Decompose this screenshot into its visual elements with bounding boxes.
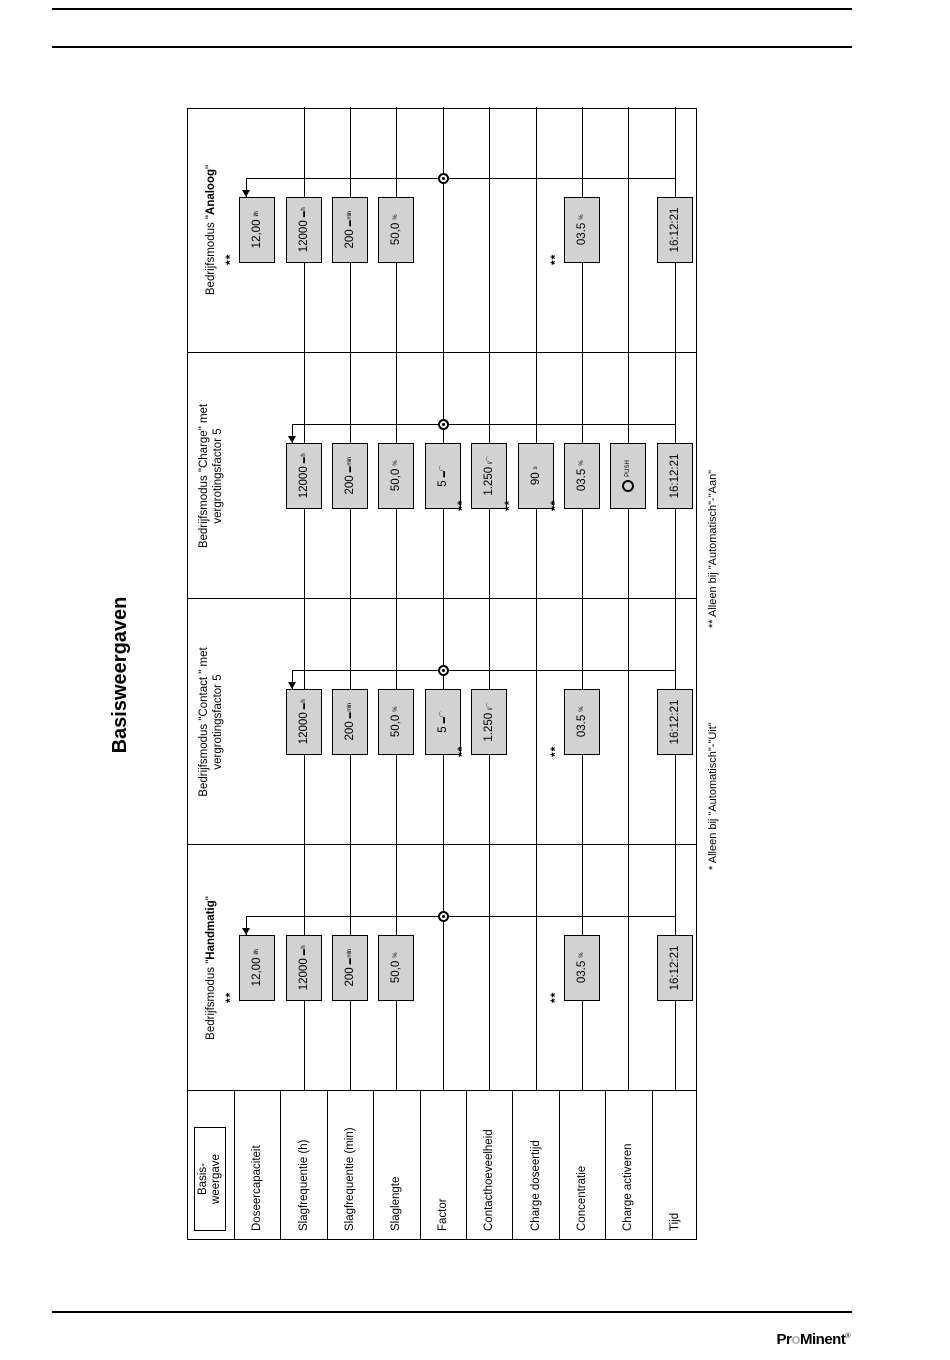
display-value-box (564, 443, 600, 509)
unit-symbol: ▬ min (347, 211, 353, 227)
loop-line (246, 916, 258, 917)
connector-wire (536, 107, 537, 353)
display-value-box (286, 443, 322, 509)
display-value-box (564, 935, 600, 1001)
loop-arrow-icon (288, 682, 296, 689)
header-label (194, 1127, 226, 1231)
display-value: 50,0 (390, 468, 403, 492)
unit-symbol: % (579, 952, 585, 958)
unit-symbol: ▬/⌒ (441, 711, 448, 724)
display-value: 16:12:21 (668, 207, 681, 253)
page-title: Basisweergaven (109, 596, 131, 754)
loop-key-icon (438, 665, 449, 676)
display-value-box (564, 689, 600, 755)
footnotes (707, 100, 723, 1250)
display-value-box (378, 689, 414, 755)
automatic-footnote-marker: ** (548, 499, 562, 511)
unit-symbol: l/h (254, 949, 261, 955)
connector-wire (628, 845, 629, 1091)
automatic-footnote-marker: ** (548, 253, 562, 265)
display-value-box (332, 935, 368, 1001)
display-value: 12000 (297, 958, 310, 991)
row-label: Concentratie (575, 1165, 588, 1231)
display-value-box (657, 197, 693, 263)
display-value: 200 (344, 475, 356, 495)
push-label: PUSH (625, 460, 632, 477)
connector-wire (628, 107, 629, 353)
automatic-footnote-marker: ** (501, 499, 516, 511)
footnote-two-star: ** Alleen bij "Automatisch"-"Aan" (707, 469, 719, 628)
loop-line (257, 916, 675, 917)
top-rule-2 (52, 46, 852, 48)
connector-wire (628, 599, 629, 845)
automatic-footnote-marker: ** (548, 745, 562, 757)
unit-symbol: % (579, 460, 585, 466)
mode-header: Bedrijfsmodus "Analoog" (205, 164, 217, 296)
unit-symbol: % (393, 706, 400, 712)
display-value: 12000 (297, 712, 310, 745)
unit-symbol: ▬ h (300, 699, 307, 710)
loop-line (675, 179, 676, 197)
loop-line (257, 178, 675, 179)
connector-wire (443, 845, 444, 1091)
display-value-box (657, 689, 693, 755)
unit-symbol: ▬/⌒ (441, 465, 448, 478)
unit-symbol: l/⌒ (487, 702, 494, 710)
row-label: Charge doseertijd (529, 1140, 542, 1231)
footnote-one-star: * Alleen bij "Automatisch"-"Uit" (707, 722, 719, 870)
bottom-rule (52, 1311, 852, 1313)
unit-symbol: % (579, 214, 585, 220)
row-label: Charge activeren (622, 1143, 635, 1231)
header-label-line2: weergave (210, 1154, 222, 1204)
display-value: 12,00 (251, 219, 264, 249)
display-value-box (378, 443, 414, 509)
display-value-box (239, 935, 275, 1001)
display-value: 200 (344, 721, 356, 741)
display-value-box (332, 689, 368, 755)
unit-symbol: ▬ min (347, 949, 353, 965)
display-value: 200 (344, 967, 356, 987)
loop-key-icon (438, 419, 449, 430)
unit-symbol: % (393, 952, 400, 958)
loop-line (292, 670, 304, 671)
display-value: 03.5 (576, 468, 588, 492)
connector-wire (489, 107, 490, 353)
automatic-footnote-marker: ** (223, 253, 238, 265)
loop-key-icon (438, 173, 449, 184)
loop-key-icon (438, 911, 449, 922)
loop-line (675, 671, 676, 689)
unit-symbol: % (393, 460, 400, 466)
display-value: 12,00 (251, 957, 264, 987)
row-label: Slagfrequentie (h) (297, 1139, 310, 1231)
unit-symbol: % (579, 706, 585, 712)
mode-header: Bedrijfsmodus "Contact " met vergrotingsfactor 5 (198, 647, 224, 797)
unit-symbol: ▬ h (300, 453, 307, 464)
unit-symbol: ▬ h (300, 945, 307, 956)
connector-wire (443, 107, 444, 353)
row-label: Contacthoeveelheid (483, 1129, 496, 1231)
loop-line (246, 178, 258, 179)
display-value-box (286, 197, 322, 263)
display-value-box (239, 197, 275, 263)
display-value-box (332, 443, 368, 509)
display-value: 1.250 (483, 712, 496, 742)
mode-header: Bedrijfsmodus "Charge" met vergrotingsfactor 5 (198, 403, 224, 549)
row-label: Slagfrequentie (min) (343, 1127, 356, 1231)
rotated-diagram (95, 100, 870, 1250)
display-value-box (564, 197, 600, 263)
display-value: 1.250 (483, 466, 496, 496)
display-value: 50,0 (390, 222, 403, 246)
display-value-box (332, 197, 368, 263)
loop-line (304, 424, 675, 425)
unit-symbol: ▬ min (347, 703, 353, 719)
display-value: 03.5 (576, 960, 588, 984)
display-value: 16:12:21 (668, 453, 681, 499)
display-value-box (657, 443, 693, 509)
unit-symbol: l/h (254, 211, 261, 217)
display-value-box (286, 935, 322, 1001)
display-value: 12000 (297, 220, 310, 253)
connector-wire (489, 845, 490, 1091)
loop-arrow-icon (288, 436, 296, 443)
connector-wire (536, 845, 537, 1091)
display-value: 16:12:21 (668, 945, 681, 991)
row-label: Factor (436, 1198, 449, 1231)
display-value: 5 (436, 480, 449, 487)
loop-line (675, 425, 676, 443)
header-label-line1: Basis- (197, 1163, 209, 1195)
display-value-box (657, 935, 693, 1001)
loop-arrow-icon (242, 190, 250, 197)
automatic-footnote-marker: ** (455, 499, 470, 511)
display-value: 16:12:21 (668, 699, 681, 745)
mode-header: Bedrijfsmodus "Handmatig" (205, 896, 217, 1040)
automatic-footnote-marker: ** (455, 745, 470, 757)
prominent-logo: ProMinent® (776, 1331, 850, 1348)
unit-symbol: ▬ min (347, 457, 353, 473)
push-icon (622, 480, 634, 492)
display-value: 12000 (297, 466, 310, 499)
loop-line (304, 670, 675, 671)
connector-wire (536, 599, 537, 845)
display-value: 200 (344, 229, 356, 249)
display-value: 03.5 (576, 222, 588, 246)
display-value: 5 (436, 726, 449, 733)
row-label: Tijd (668, 1212, 681, 1231)
display-grid (187, 108, 697, 1240)
automatic-footnote-marker: ** (223, 991, 238, 1003)
display-value-box (286, 689, 322, 755)
display-value-box (471, 689, 507, 755)
top-rule-1 (52, 8, 852, 10)
row-label: Doseercapaciteit (251, 1145, 264, 1231)
display-value-box (378, 935, 414, 1001)
display-value: 50,0 (390, 960, 403, 984)
automatic-footnote-marker: ** (548, 991, 562, 1003)
unit-symbol: ▬ h (300, 207, 307, 218)
row-label: Slaglengte (390, 1176, 403, 1231)
unit-symbol: l/⌒ (487, 456, 494, 464)
push-key-display (610, 443, 646, 509)
display-value: 90 (529, 472, 542, 486)
loop-line (675, 917, 676, 935)
unit-symbol: % (393, 214, 400, 220)
display-value-box (378, 197, 414, 263)
loop-line (292, 424, 304, 425)
unit-symbol: s (532, 466, 539, 470)
display-value: 50,0 (390, 714, 403, 738)
display-value: 03.5 (576, 714, 588, 738)
loop-arrow-icon (242, 928, 250, 935)
